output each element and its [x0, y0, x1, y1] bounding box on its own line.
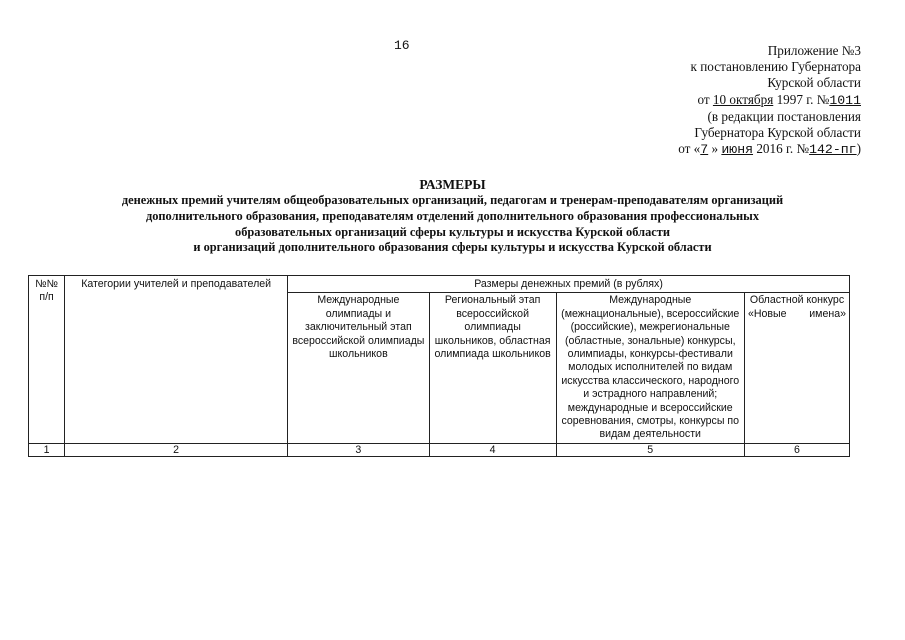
edition-sep: » [708, 141, 722, 157]
subheader-new-names: Областной конкурс «Новые имена» [744, 293, 849, 443]
column-number: 2 [65, 443, 288, 456]
subheader-contests: Международные (межнациональные), всероссийские (российские), межрегиональные (областные, зональные) конкурсы, олимпиады, конкурсы-фестивали молодых исполнителей по видам искусства классического, народного и эстрадного направлений; международные и всероссийские соревнования, смотры, конкурсы по видам деятельности [556, 293, 744, 443]
column-number: 4 [429, 443, 556, 456]
header-number: №№ п/п [29, 276, 65, 444]
appendix-line: Приложение №3 [767, 43, 861, 58]
resolution-year: 1997 г. № [773, 91, 830, 107]
appendix-block [561, 43, 861, 158]
document-heading [40, 176, 865, 256]
header-category: Категории учителей и преподавателей [65, 276, 288, 444]
page-number: 16 [394, 38, 410, 53]
document-title: РАЗМЕРЫ [419, 177, 486, 192]
column-number-row [29, 443, 850, 456]
resolution-number: 1011 [829, 92, 861, 108]
edition-day: 7 [700, 142, 709, 158]
subtitle-line: образовательных организаций сферы культуры и искусства Курской области [235, 224, 670, 239]
edition-number: 142-пг [809, 142, 857, 158]
subheader-regional: Региональный этап всероссийской олимпиады школьников, областная олимпиада школьников [429, 293, 556, 443]
premium-sizes-table [28, 275, 850, 457]
column-number: 6 [744, 443, 849, 456]
date-prefix: от [697, 91, 713, 107]
column-number: 1 [29, 443, 65, 456]
edition-year: 2016 г. № [756, 141, 810, 157]
appendix-line: (в редакции постановления [707, 108, 861, 124]
subtitle-line: дополнительного образования, преподавателям отделений дополнительного образования профессиональных [145, 208, 760, 223]
resolution-date-line [561, 92, 861, 109]
table-header-row [29, 276, 850, 293]
appendix-line: Губернатора Курской области [694, 125, 861, 141]
edition-suffix: ) [856, 141, 861, 157]
edition-month: июня [721, 142, 754, 158]
edition-prefix: от « [678, 141, 701, 157]
column-number: 5 [556, 443, 744, 456]
subheader-international: Международные олимпиады и заключительный этап всероссийской олимпиады школьников [288, 293, 430, 443]
resolution-date: 10 октября [712, 91, 774, 107]
column-number: 3 [288, 443, 430, 456]
header-amounts: Размеры денежных премий (в рублях) [288, 276, 850, 293]
subtitle-line: и организаций дополнительного образования сферы культуры и искусства Курской области [193, 240, 712, 255]
appendix-line: к постановлению Губернатора [690, 59, 861, 75]
subtitle-line: денежных премий учителям общеобразовательных организаций, педагогам и тренерам-преподавателям организаций [121, 193, 784, 207]
appendix-line: Курской области [767, 75, 861, 91]
edition-date-line [561, 141, 861, 158]
